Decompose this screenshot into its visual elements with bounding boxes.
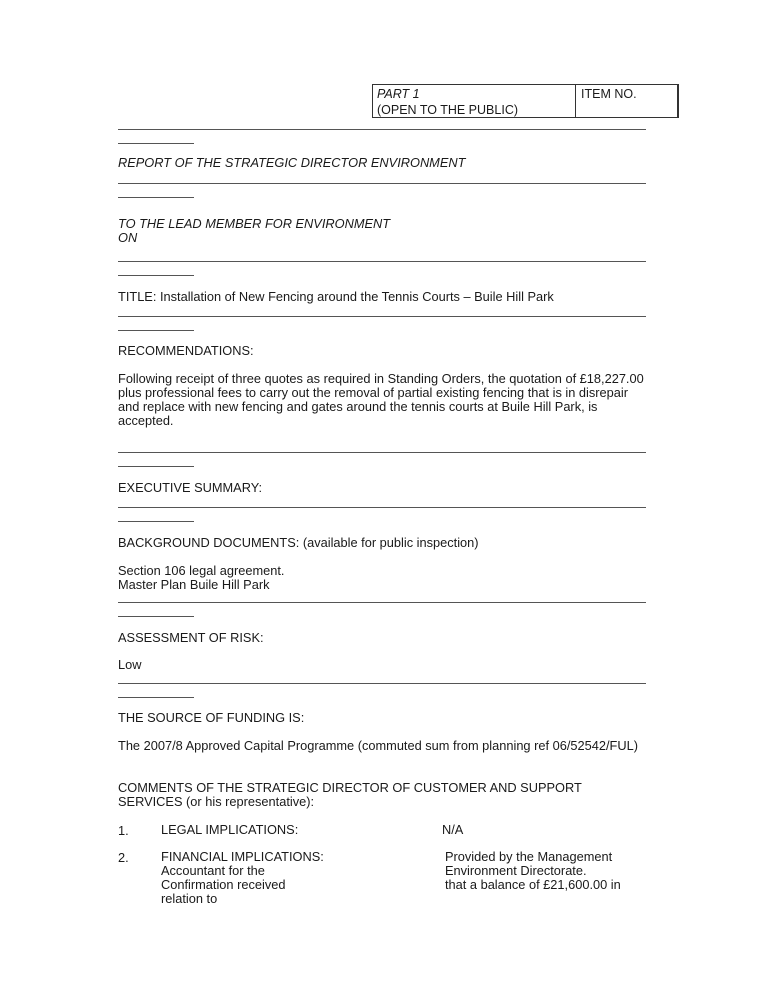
financial-implications-text: Confirmation received — [161, 877, 286, 892]
divider — [118, 521, 194, 522]
item-no-label: ITEM NO. — [581, 87, 637, 101]
financial-implications-text: relation to — [161, 891, 218, 906]
divider — [118, 466, 194, 467]
legal-implications-value: N/A — [442, 822, 464, 837]
legal-implications-label: LEGAL IMPLICATIONS: — [161, 822, 299, 837]
divider — [118, 452, 646, 453]
background-document-item: Section 106 legal agreement. — [118, 563, 285, 578]
executive-summary-heading: EXECUTIVE SUMMARY: — [118, 480, 263, 495]
header-item-cell — [576, 85, 677, 118]
divider — [118, 602, 646, 603]
divider — [118, 129, 646, 130]
recommendation-line: and replace with new fencing and gates around the tennis courts at Buile Hill Park, is — [118, 399, 598, 414]
part-label: PART 1 — [377, 87, 420, 101]
comments-heading: SERVICES (or his representative): — [118, 794, 315, 809]
divider — [118, 507, 646, 508]
risk-value: Low — [118, 657, 142, 672]
report-of: REPORT OF THE STRATEGIC DIRECTOR ENVIRONMENT — [118, 155, 466, 170]
source-of-funding-heading: THE SOURCE OF FUNDING IS: — [118, 710, 305, 725]
divider — [118, 183, 646, 184]
divider — [118, 330, 194, 331]
source-of-funding-value: The 2007/8 Approved Capital Programme (commuted sum from planning ref 06/52542/FUL) — [118, 738, 638, 753]
assessment-of-risk-heading: ASSESSMENT OF RISK: — [118, 630, 264, 645]
open-to-public-label: (OPEN TO THE PUBLIC) — [377, 103, 519, 117]
report-title: TITLE: Installation of New Fencing around the Tennis Courts – Buile Hill Park — [118, 289, 554, 304]
divider — [118, 697, 194, 698]
recommendation-line: accepted. — [118, 413, 174, 428]
financial-implications-value: Provided by the Management — [445, 849, 613, 864]
divider — [118, 275, 194, 276]
divider — [118, 616, 194, 617]
background-document-item: Master Plan Buile Hill Park — [118, 577, 270, 592]
item-number: 1. — [118, 823, 129, 838]
recommendations-heading: RECOMMENDATIONS: — [118, 343, 254, 358]
comments-heading: COMMENTS OF THE STRATEGIC DIRECTOR OF CUSTOMER AND SUPPORT — [118, 780, 582, 795]
divider — [118, 316, 646, 317]
header-part-cell — [373, 85, 576, 117]
financial-implications-label: FINANCIAL IMPLICATIONS: — [161, 849, 324, 864]
financial-implications-value: Environment Directorate. — [445, 863, 587, 878]
divider — [118, 683, 646, 684]
header-box — [372, 84, 679, 118]
divider — [118, 143, 194, 144]
recommendation-line: Following receipt of three quotes as required in Standing Orders, the quotation of £18,227.00 — [118, 371, 644, 386]
on-line: ON — [118, 230, 138, 245]
financial-implications-text: Accountant for the — [161, 863, 265, 878]
background-documents-heading: BACKGROUND DOCUMENTS: (available for public inspection) — [118, 535, 479, 550]
financial-implications-value: that a balance of £21,600.00 in — [445, 877, 621, 892]
recommendation-line: plus professional fees to carry out the removal of partial existing fencing that is in disrepair — [118, 385, 629, 400]
item-number: 2. — [118, 850, 129, 865]
to-line: TO THE LEAD MEMBER FOR ENVIRONMENT — [118, 216, 391, 231]
divider — [118, 197, 194, 198]
divider — [118, 261, 646, 262]
